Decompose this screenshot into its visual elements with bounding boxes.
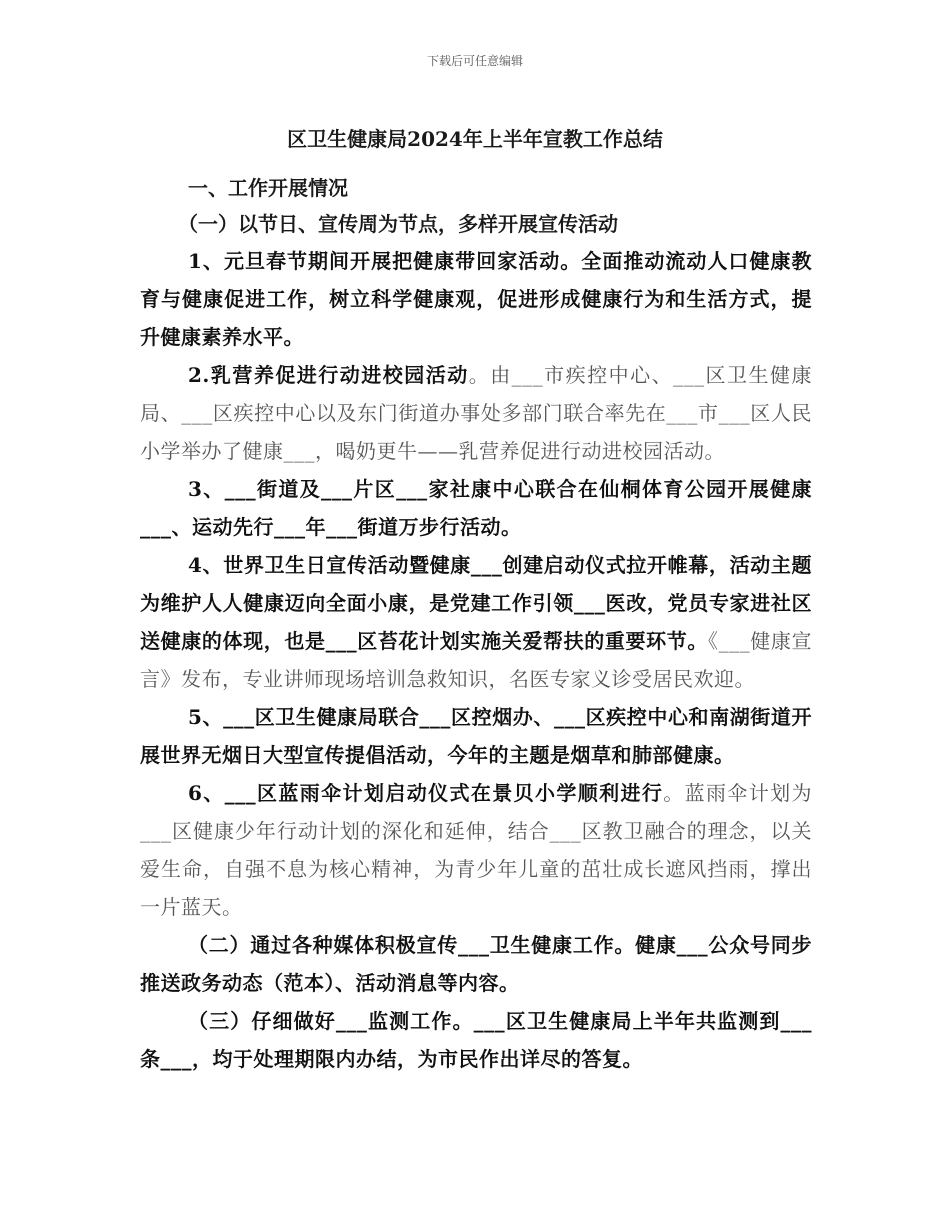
paragraph-6-text: 。蓝雨伞计划为___区健康少年行动计划的深化和延伸，结合___区教卫融合的理念，以关爱生命，自强不息为核心精神，为青少年儿童的茁壮成长遮风挡雨，撑出一片蓝天。 xyxy=(140,781,813,919)
paragraph-3-text: 3、___街道及___片区___家社康中心联合在仙桐体育公园开展健康___、运动先行___年___街道万步行活动。 xyxy=(140,477,812,539)
paragraph-1 xyxy=(140,242,812,356)
paragraph-8 xyxy=(140,1002,812,1078)
paragraph-5 xyxy=(140,698,812,774)
paragraph-4-text: 《___健康宣言》发布，专业讲师现场培训急救知识，名医专家义诊受居民欢迎。 xyxy=(140,629,813,691)
paragraph-6-lead: 6、___区蓝雨伞计划启动仪式在景贝小学顺利进行 xyxy=(188,781,664,805)
paragraph-7-text: （二）通过各种媒体积极宣传___卫生健康工作。健康___公众号同步推送政务动态（范本）、活动消息等内容。 xyxy=(140,933,812,995)
paragraph-6 xyxy=(140,774,812,926)
paragraph-4-lead: 4、世界卫生日宣传活动暨健康___创建启动仪式拉开帷幕，活动主题为维护人人健康迈向全面小康，是党建工作引领___医改，党员专家进社区送健康的体现，也是___区苔花计划实施关爱帮扶的重要环节。 xyxy=(140,553,812,653)
header-note: 下载后可任意编辑 xyxy=(426,54,523,68)
subsection-heading-1: （一）以节日、宣传周为节点，多样开展宣传活动 xyxy=(178,212,618,236)
page-title: 区卫生健康局2024年上半年宣教工作总结 xyxy=(287,127,663,151)
paragraph-7 xyxy=(140,926,812,1002)
paragraph-2-lead: 2.乳营养促进行动进校园活动 xyxy=(188,363,469,387)
paragraph-2-text: 。由___市疾控中心、___区卫生健康局、___区疾控中心以及东门街道办事处多部门联合率先在___市___区人民小学举办了健康___，喝奶更牛——乳营养促进行动进校园活动。 xyxy=(140,363,813,463)
document-body xyxy=(140,170,812,1078)
paragraph-4 xyxy=(140,546,812,698)
section-heading: 一、工作开展情况 xyxy=(188,176,348,200)
paragraph-5-text: 5、___区卫生健康局联合___区控烟办、___区疾控中心和南湖街道开展世界无烟日大型宣传提倡活动，今年的主题是烟草和肺部健康。 xyxy=(140,705,812,767)
paragraph-8-text: （三）仔细做好___监测工作。___区卫生健康局上半年共监测到___条___，均于处理期限内办结，为市民作出详尽的答复。 xyxy=(140,1009,812,1071)
paragraph-1-text: 1、元旦春节期间开展把健康带回家活动。全面推动流动人口健康教育与健康促进工作，树立科学健康观，促进形成健康行为和生活方式，提升健康素养水平。 xyxy=(140,249,812,349)
paragraph-2 xyxy=(140,356,812,470)
paragraph-3 xyxy=(140,470,812,546)
